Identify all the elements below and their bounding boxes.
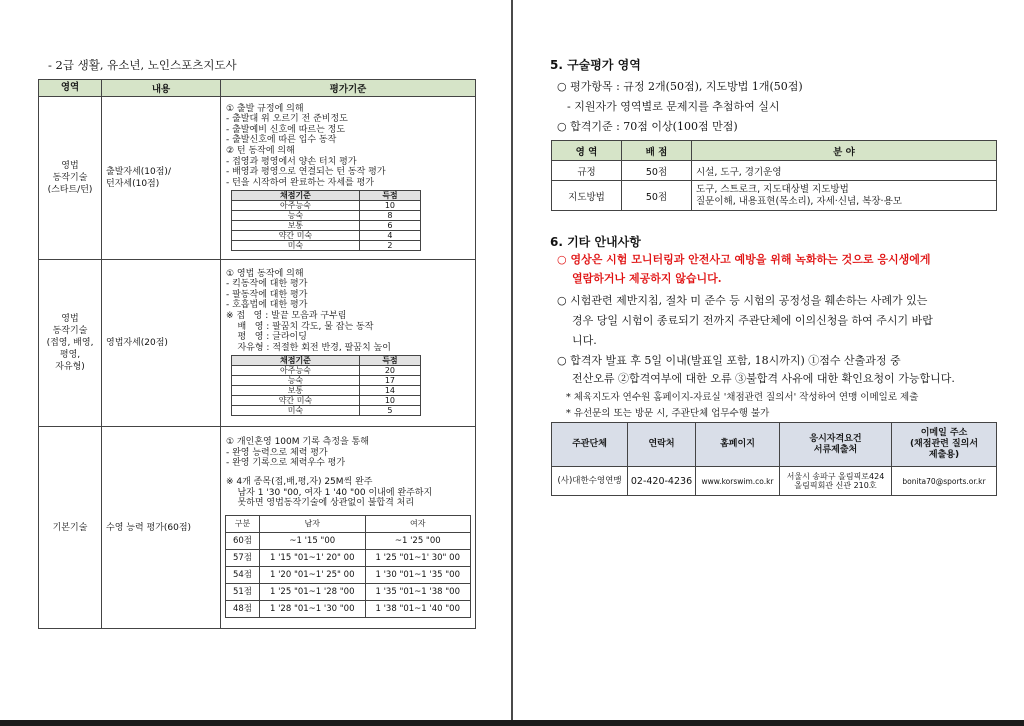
score-row — [232, 366, 421, 376]
record-header: 구분 — [226, 515, 260, 532]
criteria-line: - 턴을 시작하여 완료하는 자세를 평가 — [226, 177, 374, 188]
criteria-line: ① 영법 동작에 의해 — [226, 268, 304, 279]
oral-evaluation-table — [551, 140, 997, 211]
col-header-content: 내용 — [102, 80, 221, 97]
area-line: 동작기술 — [52, 173, 88, 183]
score-level: 약간 미숙 — [232, 231, 360, 241]
score-row — [232, 201, 421, 211]
area-line: 기본기술 — [52, 522, 88, 533]
record-grade: 51점 — [226, 583, 260, 600]
table-row — [552, 467, 997, 496]
score-level: 미숙 — [232, 406, 360, 416]
record-grade: 54점 — [226, 566, 260, 583]
contact-header: 홈페이지 — [696, 423, 780, 467]
score-row — [232, 386, 421, 396]
notice-note: * 유선문의 또는 방문 시, 주관단체 업무수행 불가 — [566, 408, 770, 419]
contact-address — [780, 467, 892, 496]
criteria-line: - 완영 능력으로 체력 평가 — [226, 447, 328, 458]
row-criteria — [221, 260, 476, 427]
area-line: 영법 — [61, 161, 79, 171]
criteria-line: ② 턴 동작에 의해 — [226, 146, 295, 156]
area-line: 평영, — [59, 350, 81, 360]
row-content — [102, 97, 221, 260]
criteria-list — [226, 104, 470, 189]
row-criteria — [221, 97, 476, 260]
score-row — [232, 231, 421, 241]
record-female: 1 '38 "01~1 '40 "00 — [365, 600, 471, 617]
notice-line: 전산오류 ②합격여부에 대한 오류 ③불합격 사유에 대한 확인요청이 가능합니다. — [572, 372, 955, 385]
score-header: 득점 — [359, 191, 420, 201]
score-level: 아주능숙 — [232, 201, 360, 211]
score-value: 17 — [359, 376, 420, 386]
col-header-area: 영역 — [39, 80, 102, 97]
bottom-scroll-bar — [0, 720, 1024, 726]
score-row — [232, 241, 421, 251]
contact-header-line: 제출용) — [928, 450, 960, 460]
notice-item: ○ 합격자 발표 후 5일 이내(발표일 포함, 18시까지) ①점수 산출과정 중 — [557, 354, 901, 367]
score-header: 득점 — [359, 356, 420, 366]
criteria-list — [225, 437, 471, 509]
notice-red-line: 열람하거나 제공하지 않습니다. — [572, 272, 722, 285]
criteria-line: - 접영과 평영에서 양손 터치 평가 — [226, 156, 357, 167]
contact-email-link[interactable]: bonita70@sports.or.kr — [892, 467, 997, 496]
contact-address-line: 올림픽회관 신관 210호 — [794, 481, 877, 490]
table-row — [39, 97, 476, 260]
row-criteria — [221, 427, 476, 629]
table-row — [552, 181, 997, 211]
table-row — [39, 427, 476, 629]
section-title-notice: 6. 기타 안내사항 — [550, 235, 641, 249]
record-grade: 60점 — [226, 532, 260, 549]
record-female: 1 '35 "01~1 '38 "00 — [365, 583, 471, 600]
note-line: 못하면 영법동작기술에 상관없이 불합격 처리 — [226, 498, 415, 509]
oral-item: ○ 평가항목 : 규정 2개(50점), 지도방법 1개(50점) — [557, 80, 803, 93]
score-row — [232, 211, 421, 221]
record-header: 여자 — [365, 515, 471, 532]
oral-header: 분 야 — [692, 141, 997, 161]
section-subtitle: - 2급 생활, 유소년, 노인스포츠지도사 — [48, 58, 237, 72]
score-level: 능숙 — [232, 211, 360, 221]
notice-line: 합격자 발표 후 5일 이내(발표일 포함, 18시까지) ①점수 산출과정 중 — [570, 354, 901, 367]
record-row — [226, 549, 471, 566]
oral-item — [567, 98, 779, 114]
score-header: 채점기준 — [232, 356, 360, 366]
criteria-line: - 킥동작에 대한 평가 — [226, 279, 308, 290]
row-area — [39, 260, 102, 427]
score-header: 채점기준 — [232, 191, 360, 201]
oral-item: ○ 합격기준 : 70점 이상(100점 만점) — [557, 120, 738, 133]
score-value: 20 — [359, 366, 420, 376]
notice-line: 니다. — [572, 334, 597, 347]
notice-line: 시험관련 제반지침, 절차 미 준수 등 시험의 공정성을 훼손하는 사례가 있는 — [570, 294, 928, 307]
notice-red — [572, 270, 722, 286]
score-value: 5 — [359, 406, 420, 416]
record-male: 1 '20 "01~1' 25" 00 — [260, 566, 366, 583]
criteria-line: ① 출발 규정에 의해 — [226, 103, 304, 114]
criteria-line: - 호흡법에 대한 평가 — [226, 300, 308, 311]
score-value: 8 — [359, 211, 420, 221]
table-row — [552, 161, 997, 181]
criteria-line: - 팔동작에 대한 평가 — [226, 289, 308, 300]
contact-header: 연락처 — [628, 423, 696, 467]
area-line: (스타트/턴) — [47, 185, 93, 195]
record-header: 남자 — [260, 515, 366, 532]
record-female: 1 '25 "01~1' 30" 00 — [365, 549, 471, 566]
area-line: (접영, 배영, — [46, 338, 94, 348]
record-table — [225, 515, 471, 618]
criteria-line: - 출발예비 신호에 따르는 정도 — [226, 124, 346, 135]
area-line: 동작기술 — [52, 326, 88, 336]
score-level: 아주능숙 — [232, 366, 360, 376]
record-male: 1 '25 "01~1 '28 "00 — [260, 583, 366, 600]
note-line: ※ 4개 종목(접,배,평,자) 25M씩 완주 — [226, 477, 373, 487]
oral-field-line: 질문이해, 내용표현(목소리), 자세·신념, 복장·용모 — [696, 195, 902, 207]
score-level: 미숙 — [232, 241, 360, 251]
record-male: 1 '15 "01~1' 20" 00 — [260, 549, 366, 566]
oral-field — [692, 181, 997, 211]
score-value: 10 — [359, 396, 420, 406]
notice-item: ○ 시험관련 제반지침, 절차 미 준수 등 시험의 공정성을 훼손하는 사례가 있는 — [557, 294, 928, 307]
oral-header: 영 역 — [552, 141, 622, 161]
score-row — [232, 396, 421, 406]
row-area — [39, 427, 102, 629]
record-female: ~1 '25 "00 — [365, 532, 471, 549]
criteria-line: - 출발대 위 오르기 전 준비정도 — [226, 114, 348, 125]
score-level: 약간 미숙 — [232, 396, 360, 406]
notice-item — [572, 312, 933, 328]
scoring-table — [231, 355, 421, 416]
oral-field-line: 도구, 스트로크, 지도대상별 지도방법 — [696, 183, 849, 195]
content-line: 턴자세(10점) — [106, 179, 160, 189]
content-line: 영법자세(20점) — [106, 338, 168, 348]
score-level: 보통 — [232, 386, 360, 396]
criteria-line: 배 영 : 팔꿈치 각도, 물 잡는 동작 — [226, 321, 374, 332]
oral-header: 배 점 — [622, 141, 692, 161]
oral-field: 시설, 도구, 경기운영 — [692, 161, 997, 181]
record-male: ~1 '15 "00 — [260, 532, 366, 549]
scoring-table — [231, 190, 421, 251]
record-row — [226, 532, 471, 549]
score-row — [232, 376, 421, 386]
contact-header — [892, 423, 997, 467]
oral-item-text: - 지원자가 영역별로 문제지를 추첨하여 실시 — [567, 100, 780, 113]
note-line: 남자 1 '30 "00, 여자 1 '40 "00 이내에 완주하지 — [226, 487, 433, 498]
contact-org: (사)대한수영연맹 — [552, 467, 628, 496]
criteria-line: - 완영 기록으로 체력우수 평가 — [226, 458, 346, 469]
score-row — [232, 221, 421, 231]
contact-header-line: 응시자격요건 — [809, 433, 862, 444]
contact-homepage-link[interactable]: www.korswim.co.kr — [696, 467, 780, 496]
contact-header: 주관단체 — [552, 423, 628, 467]
score-value: 6 — [359, 221, 420, 231]
criteria-line: ① 개인혼영 100M 기록 측정을 통해 — [226, 437, 369, 448]
contact-header-line: 서류제출처 — [813, 444, 858, 455]
score-level: 능숙 — [232, 376, 360, 386]
notice-item — [572, 332, 597, 348]
record-female: 1 '30 "01~1 '35 "00 — [365, 566, 471, 583]
contact-table — [551, 422, 997, 496]
oral-item-text: 합격기준 : 70점 이상(100점 만점) — [570, 120, 738, 133]
notice-line: 경우 당일 시험이 종료되기 전까지 주관단체에 이의신청을 하여 주시기 바랍 — [572, 314, 933, 327]
notice-note: * 체육지도자 연수원 홈페이지-자료실 '채점관련 질의서' 작성하여 연맹 이메일로 제출 — [566, 392, 919, 403]
oral-score: 50점 — [622, 161, 692, 181]
score-value: 2 — [359, 241, 420, 251]
record-male: 1 '28 "01~1 '30 "00 — [260, 600, 366, 617]
oral-score: 50점 — [622, 181, 692, 211]
row-content — [102, 427, 221, 629]
notice-red: ○ 영상은 시험 모니터링과 안전사고 예방을 위해 녹화하는 것으로 응시생에게 — [557, 253, 931, 266]
score-value: 14 — [359, 386, 420, 396]
contact-header — [780, 423, 892, 467]
record-grade: 48점 — [226, 600, 260, 617]
score-value: 4 — [359, 231, 420, 241]
score-level: 보통 — [232, 221, 360, 231]
content-line: 수영 능력 평가(60점) — [106, 522, 192, 533]
oral-item-text: 평가항목 : 규정 2개(50점), 지도방법 1개(50점) — [570, 80, 803, 93]
notice-item — [572, 370, 955, 386]
record-row — [226, 600, 471, 617]
criteria-line: ※ 접 영 : 발끝 모음과 구부림 — [226, 311, 347, 321]
score-value: 10 — [359, 201, 420, 211]
contact-header-line: (채점관련 질의서 — [909, 439, 979, 449]
oral-area: 규정 — [552, 161, 622, 181]
area-line: 영법 — [61, 314, 79, 324]
practical-evaluation-table — [38, 79, 476, 629]
record-row — [226, 583, 471, 600]
section-title-oral: 5. 구술평가 영역 — [550, 58, 641, 72]
content-line: 출발자세(10점)/ — [106, 167, 171, 177]
row-content — [102, 260, 221, 427]
criteria-line: - 출발신호에 따른 입수 동작 — [226, 135, 337, 146]
row-area — [39, 97, 102, 260]
notice-red-line: 영상은 시험 모니터링과 안전사고 예방을 위해 녹화하는 것으로 응시생에게 — [570, 253, 931, 266]
criteria-list — [226, 269, 470, 354]
criteria-line: 자유형 : 적절한 회전 반경, 팔꿈치 높이 — [226, 342, 391, 353]
record-grade: 57점 — [226, 549, 260, 566]
criteria-line: 평 영 : 글라이딩 — [226, 332, 307, 343]
contact-phone: 02-420-4236 — [628, 467, 696, 496]
criteria-line: - 배영과 평영으로 연결되는 턴 동작 평가 — [226, 167, 386, 178]
table-row — [39, 260, 476, 427]
oral-area: 지도방법 — [552, 181, 622, 211]
score-row — [232, 406, 421, 416]
record-row — [226, 566, 471, 583]
col-header-criteria: 평가기준 — [221, 80, 476, 97]
area-line: 자유형) — [55, 362, 85, 372]
contact-address-line: 서울시 송파구 올림픽로424 — [786, 472, 885, 481]
contact-header-line: 이메일 주소 — [920, 428, 968, 438]
